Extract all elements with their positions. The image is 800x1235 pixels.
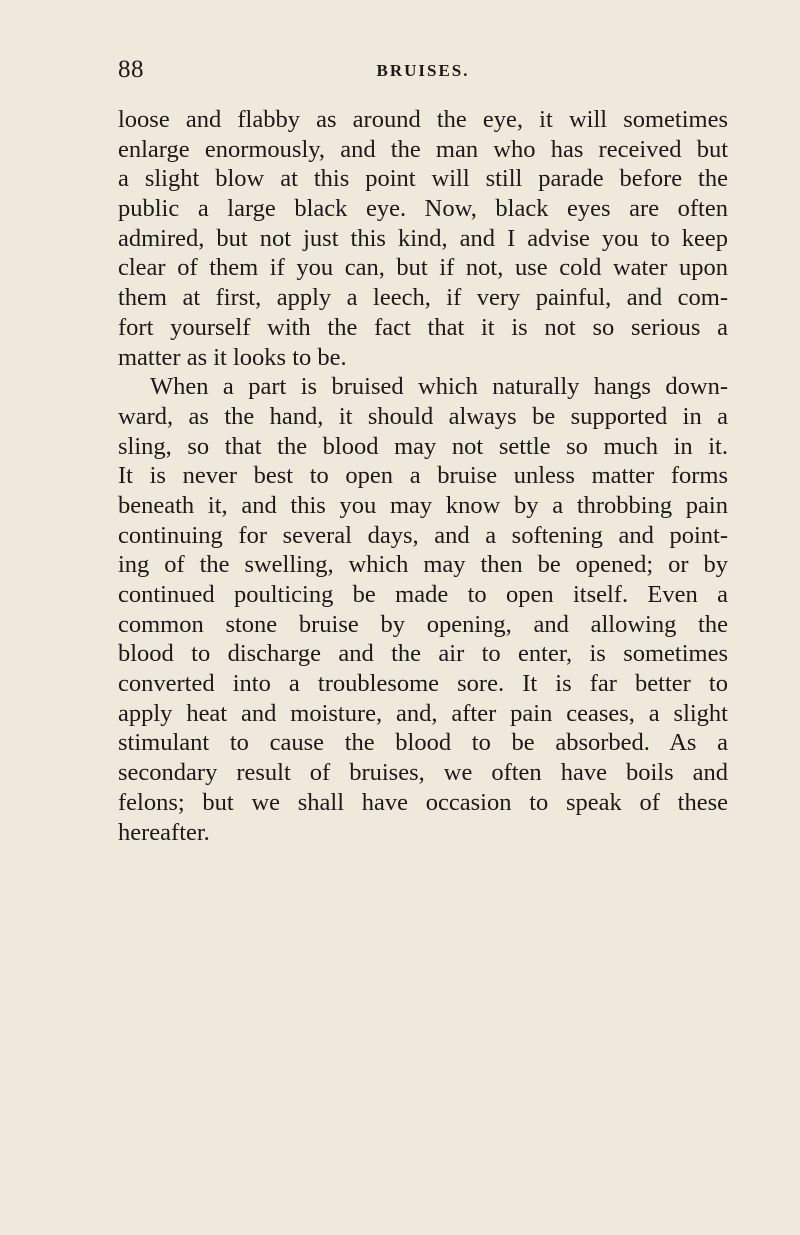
text-line: apply heat and moisture, and, after pain ceases, a slight bbox=[118, 699, 728, 727]
text-line: stimulant to cause the blood to be absorbed. As a bbox=[118, 729, 728, 757]
text-line: enlarge enormously, and the man who has received but bbox=[118, 135, 728, 163]
text-line: It is never best to open a bruise unless matter forms bbox=[118, 462, 728, 490]
text-line: blood to discharge and the air to enter, is sometimes bbox=[118, 640, 728, 668]
body-text bbox=[118, 105, 728, 847]
text-line: felons; but we shall have occasion to speak of these bbox=[118, 788, 728, 816]
text-line: a slight blow at this point will still parade before the bbox=[118, 165, 728, 193]
text-line: public a large black eye. Now, black eyes are often bbox=[118, 195, 728, 223]
text-line: ward, as the hand, it should always be supported in a bbox=[118, 402, 728, 430]
text-line: continuing for several days, and a softening and point- bbox=[118, 521, 728, 549]
text-line: matter as it looks to be. bbox=[118, 343, 347, 371]
page-header bbox=[118, 56, 728, 86]
running-head: BRUISES. bbox=[376, 61, 470, 80]
page-number: 88 bbox=[118, 56, 144, 83]
text-line: When a part is bruised which naturally hangs down- bbox=[150, 373, 728, 401]
text-line: fort yourself with the fact that it is not so serious a bbox=[118, 313, 728, 341]
text-line: admired, but not just this kind, and I advise you to keep bbox=[118, 224, 728, 252]
text-line: continued poulticing be made to open itself. Even a bbox=[118, 581, 728, 608]
text-line: common stone bruise by opening, and allowing the bbox=[118, 610, 728, 638]
text-line: beneath it, and this you may know by a throbbing pain bbox=[118, 491, 728, 519]
text-line: secondary result of bruises, we often have boils and bbox=[118, 759, 728, 787]
text-line: clear of them if you can, but if not, use cold water upon bbox=[118, 254, 728, 282]
text-line: them at first, apply a leech, if very painful, and com- bbox=[118, 284, 728, 312]
text-line: loose and flabby as around the eye, it will sometimes bbox=[118, 106, 728, 133]
text-line: ing of the swelling, which may then be opened; or by bbox=[118, 551, 728, 579]
text-line: sling, so that the blood may not settle so much in it. bbox=[118, 432, 728, 460]
text-line: hereafter. bbox=[118, 818, 210, 846]
text-line: converted into a troublesome sore. It is far better to bbox=[118, 670, 728, 698]
